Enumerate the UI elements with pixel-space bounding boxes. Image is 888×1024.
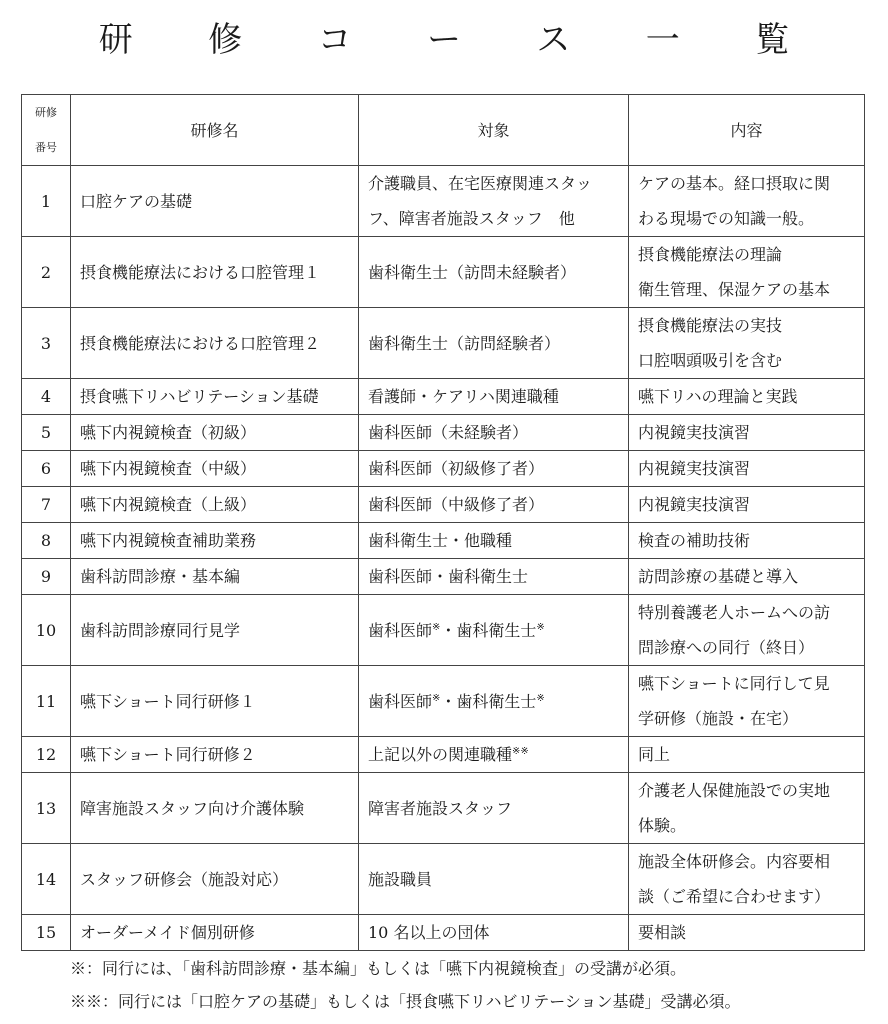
course-target <box>359 595 629 666</box>
course-number: 6 <box>22 451 71 487</box>
content-line: 嚥下ショートに同行して見 <box>638 674 830 693</box>
footnotes <box>70 952 741 1018</box>
course-target: 歯科医師・歯科衛生士 <box>359 559 629 595</box>
content-line: 口腔咽頭吸引を含む <box>638 351 783 370</box>
course-number: 3 <box>22 308 71 379</box>
course-content: 訪問診療の基礎と導入 <box>629 559 865 595</box>
table-row <box>22 915 865 951</box>
table-row <box>22 844 865 915</box>
course-content <box>629 166 865 237</box>
target-line: フ、障害者施設スタッフ 他 <box>368 209 575 228</box>
table-row <box>22 308 865 379</box>
header-content: 内容 <box>629 95 865 166</box>
course-number: 2 <box>22 237 71 308</box>
course-number: 7 <box>22 487 71 523</box>
header-number-line1: 研修 <box>35 106 57 119</box>
course-content <box>629 595 865 666</box>
course-target: 歯科医師（未経験者） <box>359 415 629 451</box>
target-text: 歯科医師 <box>368 620 433 640</box>
course-content <box>629 844 865 915</box>
course-target: 歯科医師（初級修了者） <box>359 451 629 487</box>
page-title: 研 修 コ ー ス 一 覧 <box>98 20 822 60</box>
table-row <box>22 451 865 487</box>
course-number: 12 <box>22 737 71 773</box>
course-target <box>359 166 629 237</box>
course-name: 嚥下内視鏡検査補助業務 <box>71 523 359 559</box>
table-row <box>22 415 865 451</box>
course-name: 嚥下ショート同行研修１ <box>71 666 359 737</box>
course-number: 14 <box>22 844 71 915</box>
content-line: 衛生管理、保湿ケアの基本 <box>638 280 831 299</box>
content-line: 体験。 <box>638 816 687 835</box>
table-row <box>22 487 865 523</box>
table-row <box>22 773 865 844</box>
course-number: 8 <box>22 523 71 559</box>
table-header-row <box>22 95 865 166</box>
content-line: 特別養護老人ホームへの訪 <box>638 603 831 622</box>
course-name: 嚥下内視鏡検査（中級） <box>71 451 359 487</box>
content-line: 学研修（施設・在宅） <box>638 709 799 728</box>
footnote-mark: ※ <box>536 621 545 633</box>
course-content: 内視鏡実技演習 <box>629 415 865 451</box>
course-content <box>629 666 865 737</box>
course-name: 摂食機能療法における口腔管理２ <box>71 308 359 379</box>
course-name: 歯科訪問診療同行見学 <box>71 595 359 666</box>
course-name: 障害施設スタッフ向け介護体験 <box>71 773 359 844</box>
footnote-mark: ※ <box>536 692 545 704</box>
content-line: 施設全体研修会。内容要相 <box>638 852 831 871</box>
course-content: 同上 <box>629 737 865 773</box>
content-line: 談（ご希望に合わせます） <box>638 887 831 906</box>
table-row <box>22 237 865 308</box>
course-number: 1 <box>22 166 71 237</box>
content-line: ケアの基本。経口摂取に関 <box>638 174 831 193</box>
course-content <box>629 237 865 308</box>
content-line: 介護老人保健施設での実地 <box>638 781 831 800</box>
course-content: 内視鏡実技演習 <box>629 451 865 487</box>
table-row <box>22 379 865 415</box>
footnote-mark: ※※ <box>512 746 529 757</box>
content-line: 問診療への同行（終日） <box>638 638 815 657</box>
course-content: 嚥下リハの理論と実践 <box>629 379 865 415</box>
course-target: 歯科衛生士（訪問経験者） <box>359 308 629 379</box>
course-name: スタッフ研修会（施設対応） <box>71 844 359 915</box>
course-target: 施設職員 <box>359 844 629 915</box>
course-name: 摂食嚥下リハビリテーション基礎 <box>71 379 359 415</box>
course-target: 障害者施設スタッフ <box>359 773 629 844</box>
course-number: 4 <box>22 379 71 415</box>
course-target: 歯科衛生士・他職種 <box>359 523 629 559</box>
course-number: 13 <box>22 773 71 844</box>
table-row <box>22 595 865 666</box>
course-content <box>629 773 865 844</box>
course-name: 嚥下内視鏡検査（初級） <box>71 415 359 451</box>
footnote-2: ※※：同行には「口腔ケアの基礎」もしくは「摂食嚥下リハビリテーション基礎」受講必須。 <box>70 992 741 1011</box>
course-number: 5 <box>22 415 71 451</box>
table-row <box>22 166 865 237</box>
header-target: 対象 <box>359 95 629 166</box>
target-text: 歯科医師 <box>368 691 433 711</box>
target-text: ・歯科衛生士 <box>440 620 537 640</box>
course-content <box>629 308 865 379</box>
table-row <box>22 559 865 595</box>
course-target <box>359 737 629 773</box>
course-name: 嚥下内視鏡検査（上級） <box>71 487 359 523</box>
course-name: 口腔ケアの基礎 <box>71 166 359 237</box>
table-row <box>22 666 865 737</box>
course-target: 10 名以上の団体 <box>359 915 629 951</box>
course-table <box>21 94 865 951</box>
header-number <box>22 95 71 166</box>
course-content: 内視鏡実技演習 <box>629 487 865 523</box>
course-number: 10 <box>22 595 71 666</box>
content-line: わる現場での知識一般。 <box>638 209 815 228</box>
course-target: 看護師・ケアリハ関連職種 <box>359 379 629 415</box>
course-number: 9 <box>22 559 71 595</box>
course-content: 要相談 <box>629 915 865 951</box>
course-name: 摂食機能療法における口腔管理１ <box>71 237 359 308</box>
target-text: 上記以外の関連職種 <box>368 745 513 764</box>
footnote-mark: ※ <box>432 621 441 633</box>
target-line: 介護職員、在宅医療関連スタッ <box>368 174 593 193</box>
course-number: 11 <box>22 666 71 737</box>
footnote-1: ※：同行には、「歯科訪問診療・基本編」もしくは「嚥下内視鏡検査」の受講が必須。 <box>70 959 687 978</box>
header-course-name: 研修名 <box>71 95 359 166</box>
footnote-mark: ※ <box>432 692 441 704</box>
table-row <box>22 737 865 773</box>
course-target: 歯科衛生士（訪問未経験者） <box>359 237 629 308</box>
course-name: 嚥下ショート同行研修２ <box>71 737 359 773</box>
header-number-line2: 番号 <box>35 141 57 154</box>
table-row <box>22 523 865 559</box>
content-line: 摂食機能療法の理論 <box>638 245 783 264</box>
course-target: 歯科医師（中級修了者） <box>359 487 629 523</box>
course-name: 歯科訪問診療・基本編 <box>71 559 359 595</box>
content-line: 摂食機能療法の実技 <box>638 316 783 335</box>
course-content: 検査の補助技術 <box>629 523 865 559</box>
target-text: ・歯科衛生士 <box>440 691 537 711</box>
course-target <box>359 666 629 737</box>
course-name: オーダーメイド個別研修 <box>71 915 359 951</box>
course-number: 15 <box>22 915 71 951</box>
